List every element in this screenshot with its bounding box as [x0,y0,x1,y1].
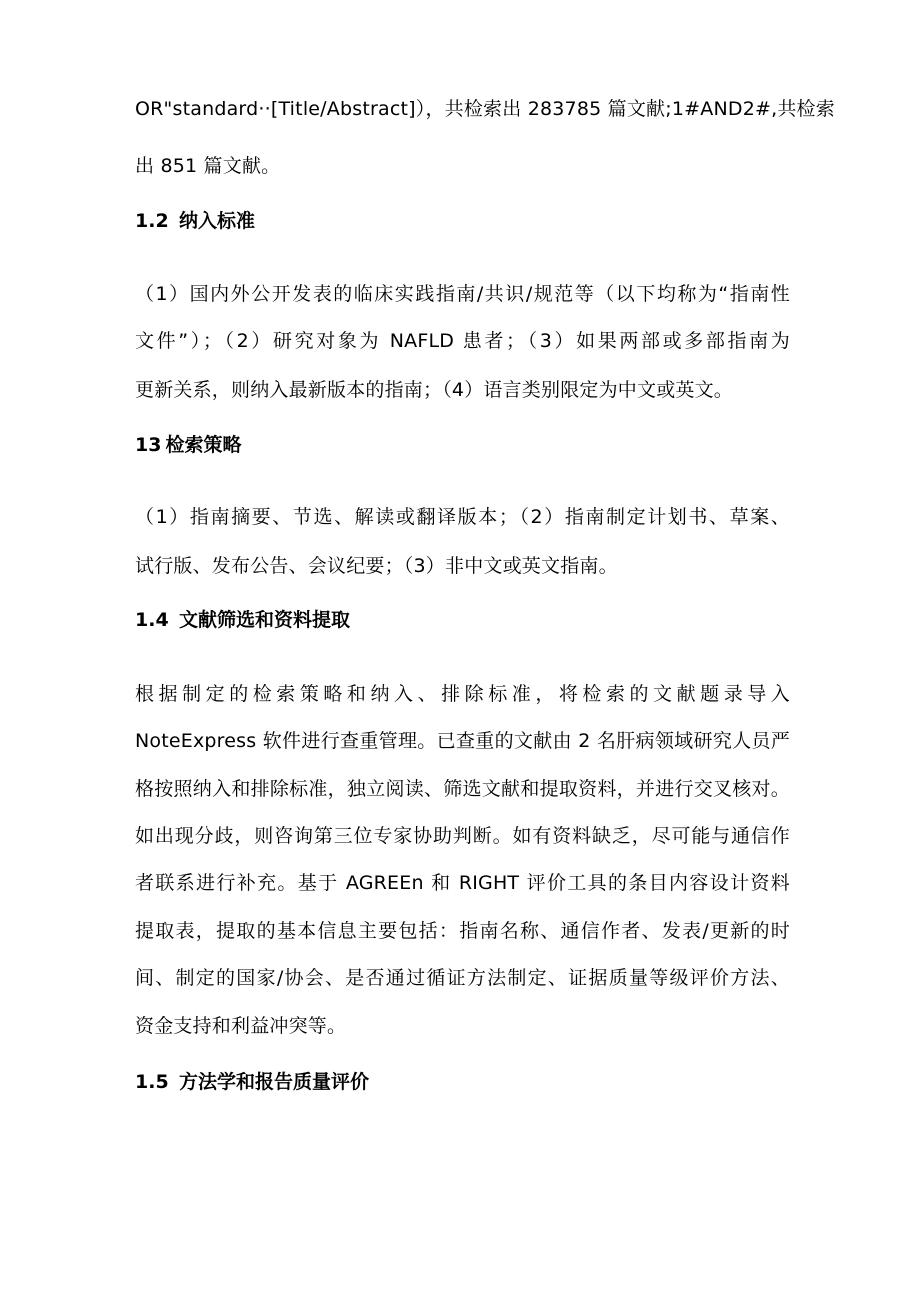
section-title: 文献筛选和资料提取 [179,609,351,631]
section-title: 检索策略 [165,434,242,456]
paragraph-line: （1）指南摘要、节选、解读或翻译版本；（2）指南制定计划书、草案、 [135,506,790,528]
section-heading-1-2 [135,208,790,234]
paragraph-line: 者联系进行补充。基于 AGREEn 和 RIGHT 评价工具的条目内容设计资料 [135,872,790,894]
paragraph-line: 试行版、发布公告、会议纪要；（3）非中文或英文指南。 [135,555,618,577]
paragraph-line: 出 851 篇文献。 [135,155,281,177]
section-heading-1-5 [135,1069,790,1095]
section-number: 1.2 [135,210,169,232]
paragraph-line: （1）国内外公开发表的临床实践指南/共识/规范等（以下均称为“指南性 [135,283,790,305]
section-heading-1-4 [135,607,790,633]
paragraph-line: 提取表，提取的基本信息主要包括：指南名称、通信作者、发表/更新的时 [135,920,790,942]
paragraph-line: 文件”）；（2）研究对象为 NAFLD 患者；（3）如果两部或多部指南为 [135,330,790,352]
paragraph-line: 资金支持和利益冲突等。 [135,1015,347,1037]
paragraph-line: 如出现分歧，则咨询第三位专家协助判断。如有资料缺乏，尽可能与通信作 [135,825,790,847]
paragraph-line: NoteExpress 软件进行查重管理。已查重的文献由 2 名肝病领域研究人员严 [135,730,790,752]
section-number: 1.5 [135,1071,169,1093]
paragraph-line: 更新关系，则纳入最新版本的指南；（4）语言类别限定为中文或英文。 [135,379,733,401]
section-title: 纳入标准 [179,210,256,232]
section-number: 13 [135,434,162,456]
paragraph-line: 格按照纳入和排除标准，独立阅读、筛选文献和提取资料，并进行交叉核对。 [135,778,790,800]
paragraph-line: OR"standard··[Title∕Abstract]），共检索出 283785 篇文献;1#AND2#,共检索 [135,98,835,120]
section-number: 1.4 [135,609,169,631]
section-title: 方法学和报告质量评价 [179,1071,370,1093]
section-heading-1-3 [135,432,790,458]
paragraph-line: 根据制定的检索策略和纳入、排除标准，将检索的文献题录导入 [135,683,790,705]
paragraph-line: 间、制定的国家/协会、是否通过循证方法制定、证据质量等级评价方法、 [135,967,790,989]
